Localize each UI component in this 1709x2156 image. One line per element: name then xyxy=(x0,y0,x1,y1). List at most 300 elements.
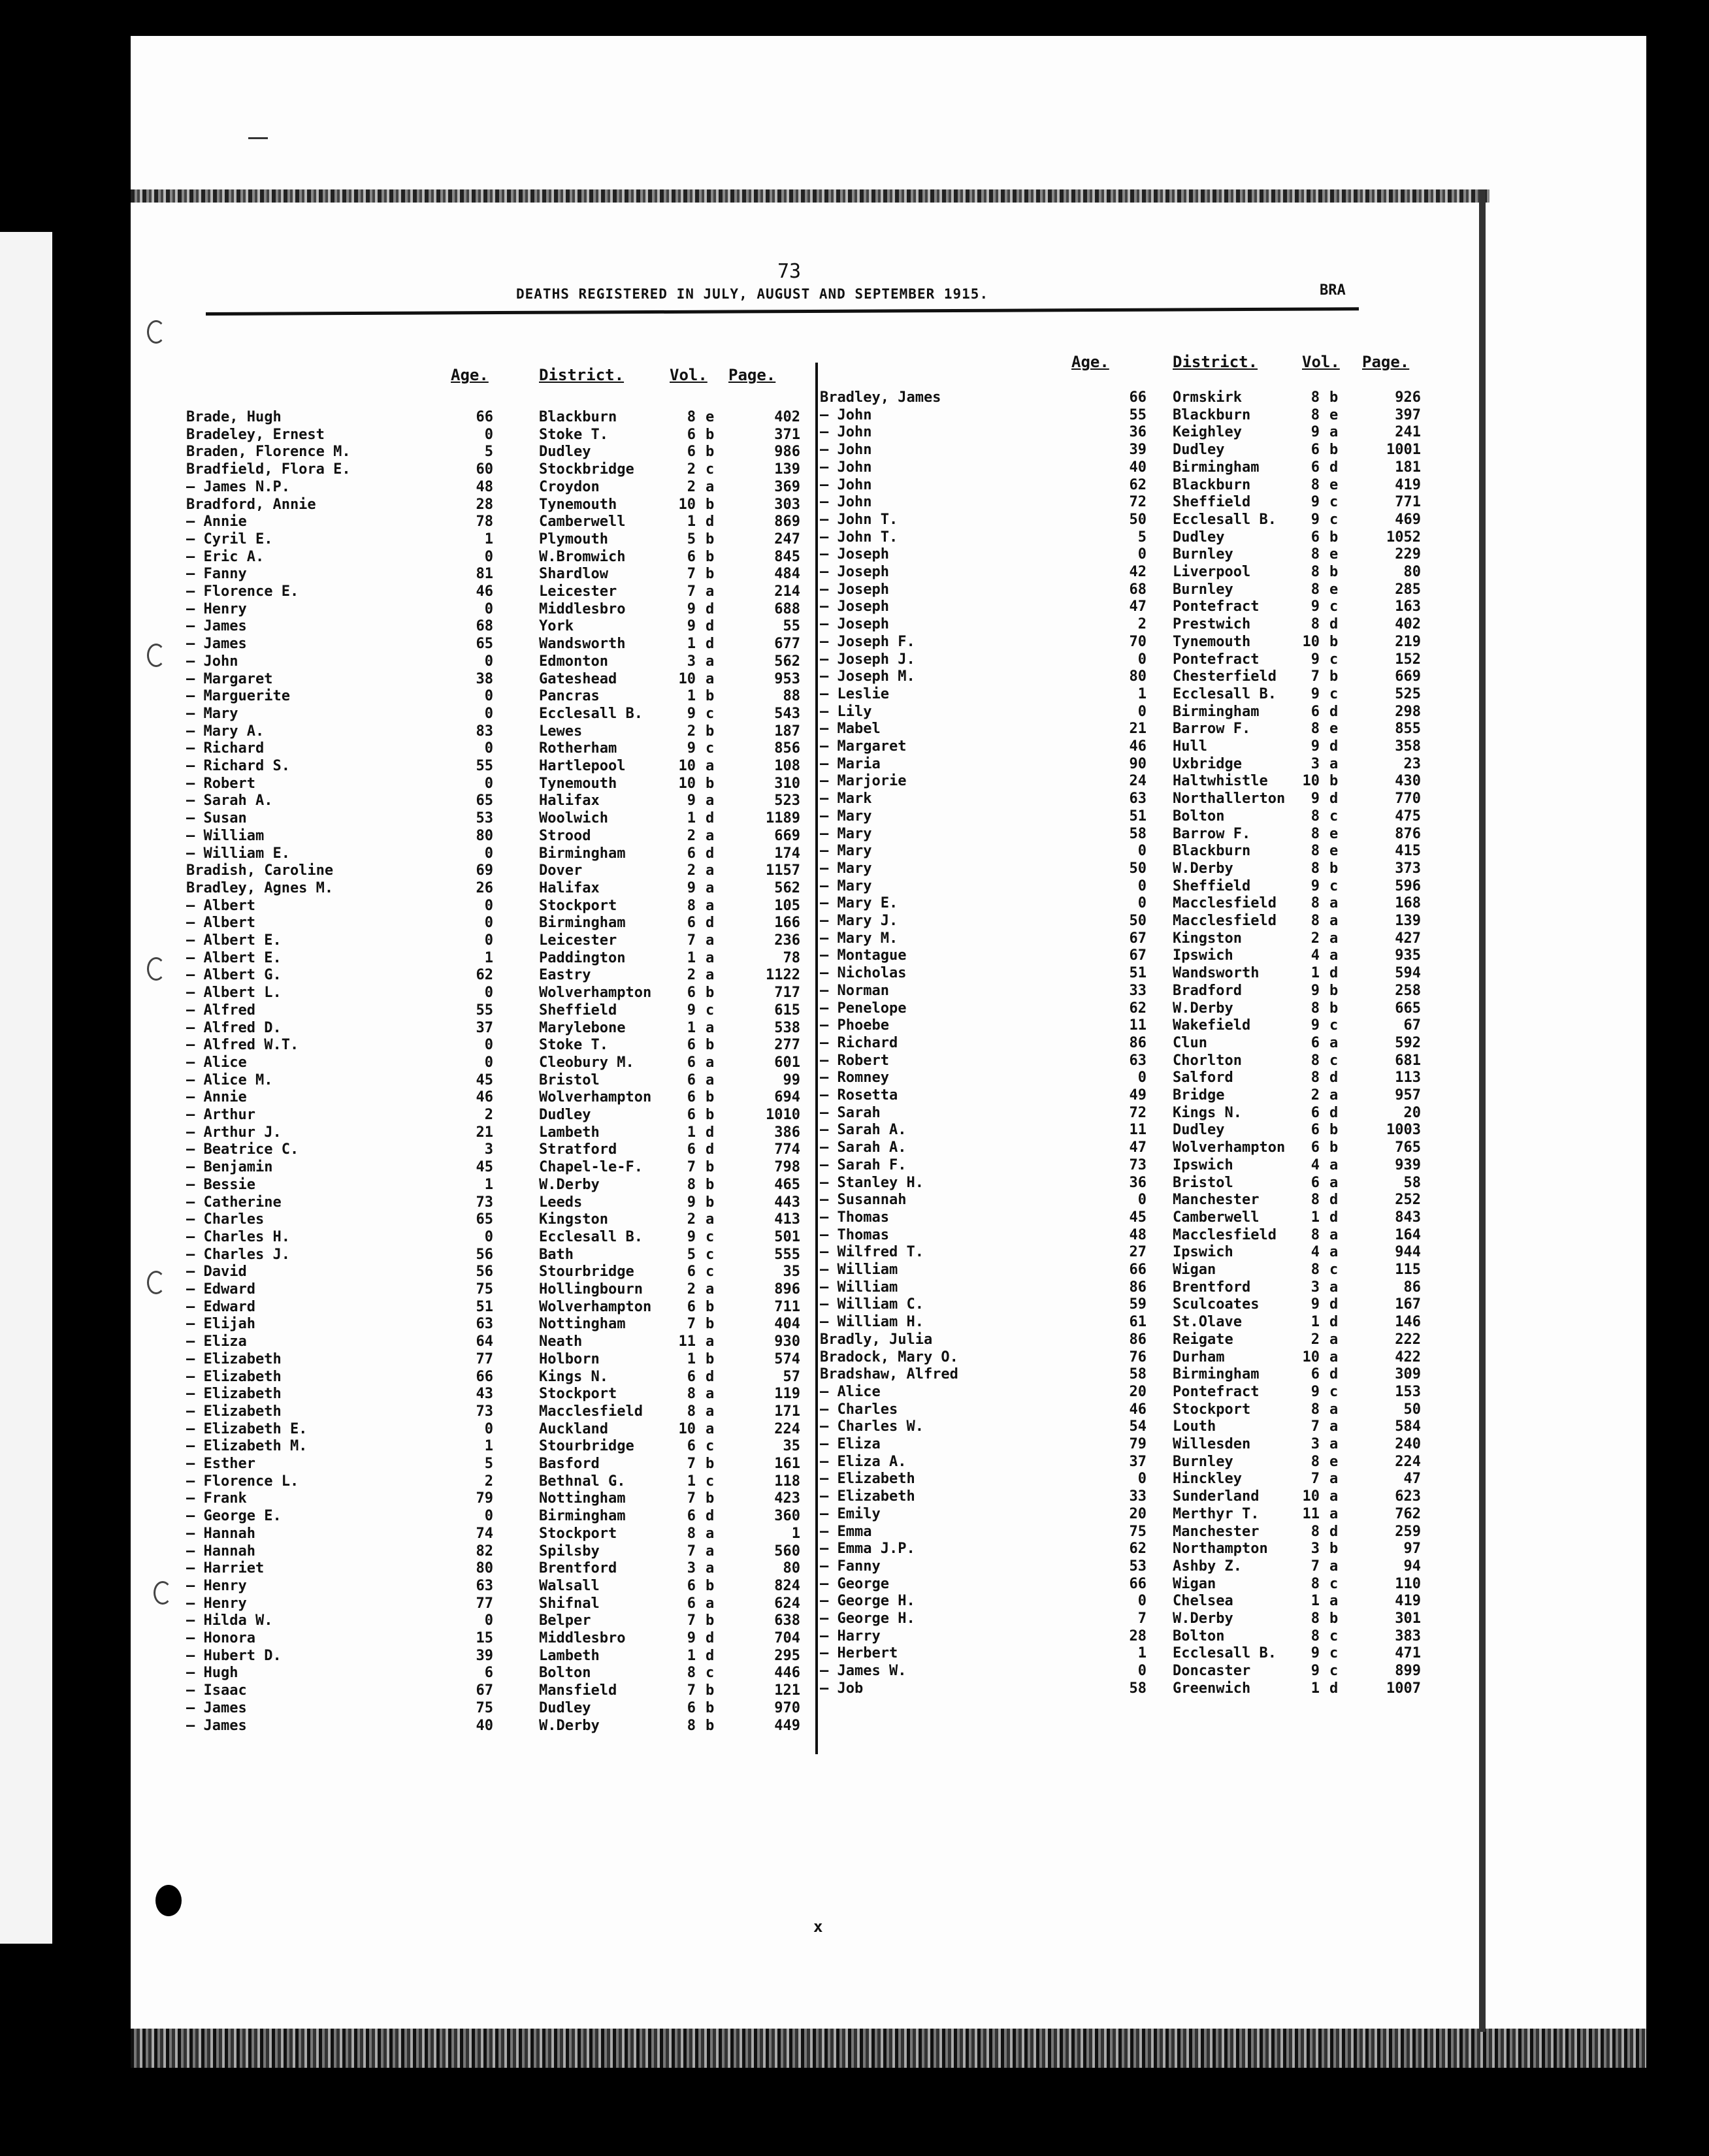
register-entry xyxy=(186,1281,813,1299)
entry-vol: 2 xyxy=(687,461,696,478)
entry-vol: 8 xyxy=(1310,1262,1320,1278)
entry-district: Strood xyxy=(539,827,591,844)
entry-vol: 6 xyxy=(687,444,696,461)
entry-name: — Albert G. xyxy=(186,967,282,984)
entry-district: Nottingham xyxy=(539,1490,626,1507)
entry-district: Dudley xyxy=(1173,529,1225,546)
entry-vol: 4 xyxy=(1310,1244,1320,1261)
entry-vol: 2 xyxy=(1310,930,1320,947)
punch-hole-icon xyxy=(154,1581,172,1605)
entry-page: 681 xyxy=(1395,1052,1421,1069)
entry-age: 1 xyxy=(484,1438,493,1455)
page-number: 73 xyxy=(777,260,802,283)
register-entry xyxy=(186,898,813,915)
entry-page: 601 xyxy=(774,1054,800,1071)
entry-age: 55 xyxy=(476,758,493,774)
entry-page: 1157 xyxy=(766,862,800,879)
entry-volume-section: a xyxy=(1329,755,1339,772)
entry-age: 0 xyxy=(484,1037,493,1054)
entry-district: Bolton xyxy=(1173,808,1225,825)
entry-age: 50 xyxy=(1129,511,1147,528)
entry-name: — Henry xyxy=(186,600,247,617)
entry-page: 427 xyxy=(1395,930,1421,947)
entry-age: 62 xyxy=(476,967,493,984)
entry-name: — Wilfred T. xyxy=(820,1244,924,1261)
entry-volume-section: a xyxy=(706,1281,715,1298)
entry-volume-section: b xyxy=(1329,982,1339,999)
entry-volume-section: c xyxy=(1329,651,1339,668)
register-entry xyxy=(820,1524,1447,1541)
entry-age: 58 xyxy=(1129,1366,1147,1383)
register-entry xyxy=(186,985,813,1002)
entry-name: — Eliza xyxy=(186,1333,247,1350)
entry-page: 113 xyxy=(1395,1070,1421,1086)
entry-page: 1189 xyxy=(766,810,800,827)
entry-age: 65 xyxy=(476,636,493,653)
entry-district: Sculcoates xyxy=(1173,1296,1260,1313)
entry-name: — Hugh xyxy=(186,1665,238,1682)
register-entry xyxy=(820,581,1447,599)
entry-age: 21 xyxy=(1129,721,1147,738)
entry-volume-section: d xyxy=(1329,738,1339,755)
entry-name: — John xyxy=(820,442,872,459)
entry-name: — Charles W. xyxy=(820,1418,924,1435)
register-entry xyxy=(186,1351,813,1369)
entry-volume-section: a xyxy=(1329,1505,1339,1522)
punch-hole-icon xyxy=(155,1885,182,1916)
entry-age: 67 xyxy=(1129,947,1147,964)
entry-volume-section: c xyxy=(1329,1262,1339,1278)
entry-district: Birmingham xyxy=(539,915,626,932)
register-entry xyxy=(186,1211,813,1229)
entry-vol: 1 xyxy=(687,1019,696,1036)
entry-district: Doncaster xyxy=(1173,1663,1251,1680)
entry-page: 957 xyxy=(1395,1087,1421,1103)
entry-page: 166 xyxy=(774,915,800,932)
register-entry xyxy=(820,1418,1447,1436)
entry-vol: 1 xyxy=(687,810,696,827)
register-entry xyxy=(186,1473,813,1491)
entry-vol: 6 xyxy=(1310,442,1320,459)
entry-vol: 6 xyxy=(687,1298,696,1315)
entry-volume-section: b xyxy=(706,444,715,461)
entry-district: Blackburn xyxy=(1173,476,1251,493)
entry-page: 694 xyxy=(774,1089,800,1106)
entry-name: Bradshaw, Alfred xyxy=(820,1366,958,1383)
entry-district: Burnley xyxy=(1173,1453,1233,1470)
entry-page: 824 xyxy=(774,1577,800,1594)
entry-age: 48 xyxy=(476,478,493,495)
entry-district: Liverpool xyxy=(1173,564,1251,580)
entry-district: Lambeth xyxy=(539,1647,600,1664)
register-entry xyxy=(820,564,1447,581)
entry-page: 638 xyxy=(774,1612,800,1629)
entry-page: 669 xyxy=(774,827,800,844)
register-entry xyxy=(186,706,813,723)
entry-age: 75 xyxy=(1129,1523,1147,1540)
entry-page: 50 xyxy=(1403,1401,1421,1418)
entry-name: — Job xyxy=(820,1680,864,1697)
entry-age: 73 xyxy=(476,1403,493,1420)
entry-age: 68 xyxy=(476,618,493,635)
entry-name: — Henry xyxy=(186,1595,247,1612)
entry-name: — Bessie xyxy=(186,1176,255,1193)
entry-vol: 6 xyxy=(687,1595,696,1612)
entry-page: 369 xyxy=(774,478,800,495)
entry-district: Manchester xyxy=(1173,1192,1260,1209)
entry-age: 79 xyxy=(1129,1436,1147,1452)
register-entry xyxy=(186,1682,813,1700)
entry-page: 855 xyxy=(1395,721,1421,738)
entry-age: 47 xyxy=(1129,598,1147,615)
register-entry xyxy=(186,1630,813,1648)
register-entry xyxy=(820,546,1447,564)
entry-page: 57 xyxy=(783,1368,800,1385)
entry-district: Middlesbro xyxy=(539,600,626,617)
entry-page: 108 xyxy=(774,758,800,774)
entry-name: — Susannah xyxy=(820,1192,907,1209)
entry-district: Tynemouth xyxy=(1173,633,1251,650)
entry-name: — George H. xyxy=(820,1610,915,1627)
register-entry xyxy=(186,1456,813,1473)
entry-vol: 6 xyxy=(687,1107,696,1123)
entry-name: Bradeley, Ernest xyxy=(186,426,325,443)
entry-name: — Mary xyxy=(820,808,872,825)
entry-name: — Montague xyxy=(820,947,907,964)
register-entry xyxy=(820,721,1447,738)
entry-district: Hull xyxy=(1173,738,1207,755)
entry-age: 55 xyxy=(476,1002,493,1019)
entry-volume-section: a xyxy=(706,1403,715,1420)
entry-name: — Leslie xyxy=(820,685,889,702)
register-entry xyxy=(186,1421,813,1439)
entry-name: — Eliza xyxy=(820,1436,881,1452)
register-entry xyxy=(186,810,813,828)
entry-page: 843 xyxy=(1395,1209,1421,1226)
register-entry xyxy=(820,930,1447,948)
entry-name: — Elizabeth xyxy=(186,1350,282,1367)
entry-age: 64 xyxy=(476,1333,493,1350)
entry-page: 422 xyxy=(1395,1348,1421,1365)
entry-page: 55 xyxy=(783,618,800,635)
entry-page: 240 xyxy=(1395,1436,1421,1452)
entry-age: 86 xyxy=(1129,1034,1147,1051)
entry-name: Bradock, Mary O. xyxy=(820,1348,958,1365)
entry-vol: 6 xyxy=(1310,1174,1320,1191)
entry-district: Stoke T. xyxy=(539,426,608,443)
entry-age: 63 xyxy=(1129,791,1147,808)
entry-age: 45 xyxy=(476,1071,493,1088)
entry-name: — Charles H. xyxy=(186,1228,290,1245)
entry-vol: 8 xyxy=(1310,1627,1320,1644)
entry-district: Dover xyxy=(539,862,583,879)
entry-vol: 6 xyxy=(1310,1366,1320,1383)
entry-age: 74 xyxy=(476,1525,493,1542)
entry-name: — Charles J. xyxy=(186,1246,290,1263)
entry-volume-section: e xyxy=(1329,825,1339,842)
entry-volume-section: c xyxy=(706,1665,715,1682)
register-entry xyxy=(820,651,1447,669)
entry-volume-section: b xyxy=(706,496,715,513)
entry-page: 224 xyxy=(1395,1453,1421,1470)
register-entry xyxy=(186,1229,813,1247)
entry-name: — William xyxy=(820,1262,898,1278)
register-entry xyxy=(186,1508,813,1526)
entry-district: Gateshead xyxy=(539,670,617,687)
entry-vol: 9 xyxy=(687,600,696,617)
register-entry xyxy=(186,1159,813,1177)
entry-volume-section: c xyxy=(1329,1627,1339,1644)
entry-vol: 2 xyxy=(687,1281,696,1298)
entry-vol: 6 xyxy=(687,915,696,932)
register-entry xyxy=(820,738,1447,756)
entry-volume-section: a xyxy=(706,1560,715,1577)
entry-vol: 9 xyxy=(687,1228,696,1245)
entry-name: — Marjorie xyxy=(820,773,907,790)
entry-page: 538 xyxy=(774,1019,800,1036)
entry-vol: 2 xyxy=(687,723,696,740)
entry-vol: 6 xyxy=(687,1054,696,1071)
entry-volume-section: a xyxy=(1329,913,1339,929)
entry-volume-section: c xyxy=(1329,511,1339,528)
entry-vol: 7 xyxy=(687,1543,696,1560)
register-entry xyxy=(820,1349,1447,1367)
entry-page: 1001 xyxy=(1386,442,1421,459)
register-entry xyxy=(186,1595,813,1613)
entry-vol: 8 xyxy=(1310,389,1320,406)
entry-volume-section: d xyxy=(706,514,715,531)
entry-age: 66 xyxy=(1129,389,1147,406)
entry-vol: 1 xyxy=(1310,1593,1320,1610)
entry-vol: 9 xyxy=(1310,738,1320,755)
entry-volume-section: d xyxy=(706,1141,715,1158)
register-entry xyxy=(820,1279,1447,1297)
entry-name: — John xyxy=(820,476,872,493)
entry-page: 252 xyxy=(1395,1192,1421,1209)
entry-volume-section: b xyxy=(1329,1122,1339,1139)
entry-vol: 6 xyxy=(1310,529,1320,546)
register-entry xyxy=(186,1264,813,1281)
entry-name: Brade, Hugh xyxy=(186,409,282,425)
entry-volume-section: a xyxy=(1329,1174,1339,1191)
entry-volume-section: a xyxy=(706,862,715,879)
entry-name: Bradfield, Flora E. xyxy=(186,461,351,478)
entry-age: 70 xyxy=(1129,633,1147,650)
entry-page: 241 xyxy=(1395,424,1421,441)
register-entry xyxy=(820,1506,1447,1524)
entry-age: 55 xyxy=(1129,406,1147,423)
entry-page: 501 xyxy=(774,1228,800,1245)
entry-district: Wolverhampton xyxy=(539,1089,652,1106)
register-entry xyxy=(186,671,813,689)
entry-age: 81 xyxy=(476,566,493,583)
entry-volume-section: a xyxy=(706,792,715,809)
entry-volume-section: a xyxy=(1329,1558,1339,1575)
entry-vol: 8 xyxy=(687,1717,696,1734)
entry-page: 358 xyxy=(1395,738,1421,755)
entry-age: 1 xyxy=(1137,685,1147,702)
entry-vol: 7 xyxy=(687,1682,696,1699)
entry-age: 3 xyxy=(484,1141,493,1158)
entry-volume-section: a xyxy=(706,670,715,687)
entry-name: — Annie xyxy=(186,1089,247,1106)
entry-name: — Charles xyxy=(186,1211,265,1228)
entry-vol: 9 xyxy=(1310,791,1320,808)
entry-volume-section: e xyxy=(1329,1453,1339,1470)
entry-vol: 8 xyxy=(1310,843,1320,860)
entry-district: Dudley xyxy=(539,1107,591,1123)
entry-vol: 8 xyxy=(1310,1052,1320,1069)
entry-page: 310 xyxy=(774,775,800,792)
entry-page: 762 xyxy=(1395,1505,1421,1522)
entry-age: 75 xyxy=(476,1281,493,1298)
entry-name: — Mary xyxy=(186,705,238,722)
entry-vol: 4 xyxy=(1310,1156,1320,1173)
entry-volume-section: a xyxy=(1329,1226,1339,1243)
entry-age: 45 xyxy=(476,1159,493,1176)
entry-age: 39 xyxy=(476,1647,493,1664)
entry-age: 0 xyxy=(484,548,493,565)
entry-age: 51 xyxy=(1129,965,1147,982)
entry-district: Chorlton xyxy=(1173,1052,1242,1069)
entry-vol: 4 xyxy=(1310,947,1320,964)
entry-district: Birmingham xyxy=(1173,1366,1260,1383)
entry-vol: 9 xyxy=(1310,1645,1320,1662)
register-entry xyxy=(186,1333,813,1351)
register-entry xyxy=(820,1157,1447,1175)
entry-page: 168 xyxy=(1395,895,1421,912)
entry-vol: 1 xyxy=(1310,965,1320,982)
entry-age: 2 xyxy=(1137,616,1147,633)
register-entry xyxy=(186,601,813,619)
entry-name: — Albert xyxy=(186,915,255,932)
entry-volume-section: b xyxy=(706,1194,715,1211)
entry-name: — Margaret xyxy=(186,670,273,687)
entry-district: Bristol xyxy=(539,1071,600,1088)
entry-district: Halifax xyxy=(539,792,600,809)
entry-district: Tynemouth xyxy=(539,496,617,513)
entry-page: 402 xyxy=(774,409,800,425)
entry-page: 139 xyxy=(1395,913,1421,929)
entry-name: — Richard S. xyxy=(186,758,290,774)
entry-page: 35 xyxy=(783,1438,800,1455)
entry-district: Camberwell xyxy=(539,514,626,531)
register-entry xyxy=(186,915,813,932)
entry-volume-section: a xyxy=(1329,1401,1339,1418)
entry-volume-section: a xyxy=(1329,1034,1339,1051)
entry-vol: 11 xyxy=(678,1333,696,1350)
entry-name: — Robert xyxy=(186,775,255,792)
entry-page: 523 xyxy=(774,792,800,809)
entry-volume-section: c xyxy=(1329,1052,1339,1069)
entry-page: 560 xyxy=(774,1543,800,1560)
entry-vol: 9 xyxy=(687,740,696,757)
entry-volume-section: b xyxy=(706,723,715,740)
entry-district: Bristol xyxy=(1173,1174,1233,1191)
entry-vol: 9 xyxy=(687,705,696,722)
entry-page: 171 xyxy=(774,1403,800,1420)
entry-name: — Mary A. xyxy=(186,723,265,740)
entry-name: — Joseph M. xyxy=(820,668,915,685)
entry-name: — Joseph xyxy=(820,546,889,563)
entry-name: — Rosetta xyxy=(820,1087,898,1103)
entry-age: 66 xyxy=(476,409,493,425)
entry-page: 285 xyxy=(1395,581,1421,598)
entry-name: — Alfred xyxy=(186,1002,255,1019)
entry-volume-section: b xyxy=(1329,564,1339,580)
entry-name: — Honora xyxy=(186,1630,255,1646)
entry-age: 33 xyxy=(1129,1488,1147,1505)
entry-volume-section: c xyxy=(1329,685,1339,702)
entry-name: — Margaret xyxy=(820,738,907,755)
entry-volume-section: c xyxy=(706,1228,715,1245)
entry-age: 0 xyxy=(484,985,493,1002)
register-entry xyxy=(820,512,1447,529)
entry-volume-section: d xyxy=(706,1508,715,1525)
entry-vol: 1 xyxy=(687,949,696,966)
entry-page: 295 xyxy=(774,1647,800,1664)
entry-page: 484 xyxy=(774,566,800,583)
entry-vol: 8 xyxy=(1310,581,1320,598)
column-header-vol: Vol. xyxy=(1302,353,1340,371)
entry-volume-section: a xyxy=(706,653,715,670)
register-entry xyxy=(186,950,813,968)
entry-age: 0 xyxy=(1137,651,1147,668)
entry-page: 970 xyxy=(774,1699,800,1716)
entry-volume-section: b xyxy=(1329,1139,1339,1156)
entry-page: 20 xyxy=(1403,1104,1421,1121)
register-entry xyxy=(186,566,813,583)
entry-age: 60 xyxy=(476,461,493,478)
entry-district: Basford xyxy=(539,1456,600,1472)
entry-name: — James xyxy=(186,1699,247,1716)
entry-age: 21 xyxy=(476,1124,493,1141)
entry-district: Ipswich xyxy=(1173,1244,1233,1261)
entry-district: Birmingham xyxy=(539,845,626,862)
entry-name: — Nicholas xyxy=(820,965,907,982)
entry-name: — William H. xyxy=(820,1314,924,1331)
entry-vol: 6 xyxy=(687,426,696,443)
register-entry xyxy=(186,1648,813,1665)
entry-volume-section: a xyxy=(706,1595,715,1612)
entry-vol: 2 xyxy=(687,967,696,984)
entry-volume-section: c xyxy=(1329,1017,1339,1034)
entry-page: 152 xyxy=(1395,651,1421,668)
entry-age: 86 xyxy=(1129,1279,1147,1296)
entry-page: 845 xyxy=(774,548,800,565)
entry-district: Ecclesall B. xyxy=(1173,1645,1277,1662)
entry-name: — Elizabeth M. xyxy=(186,1438,308,1455)
register-entry xyxy=(186,1386,813,1403)
entry-name: — Beatrice C. xyxy=(186,1141,299,1158)
entry-district: Stourbridge xyxy=(539,1438,634,1455)
entry-vol: 8 xyxy=(687,1176,696,1193)
entry-volume-section: d xyxy=(1329,1523,1339,1540)
entry-name: — Thomas xyxy=(820,1226,889,1243)
entry-volume-section: a xyxy=(1329,1156,1339,1173)
entry-district: St.Olave xyxy=(1173,1314,1242,1331)
entry-page: 986 xyxy=(774,444,800,461)
entry-age: 62 xyxy=(1129,1000,1147,1017)
entry-district: Stratford xyxy=(539,1141,617,1158)
entry-vol: 3 xyxy=(1310,1541,1320,1558)
entry-volume-section: c xyxy=(1329,598,1339,615)
entry-name: — Sarah A. xyxy=(820,1139,907,1156)
entry-volume-section: b xyxy=(706,1456,715,1472)
entry-volume-section: a xyxy=(706,879,715,896)
entry-vol: 8 xyxy=(1310,895,1320,912)
entry-name: — Arthur xyxy=(186,1107,255,1123)
